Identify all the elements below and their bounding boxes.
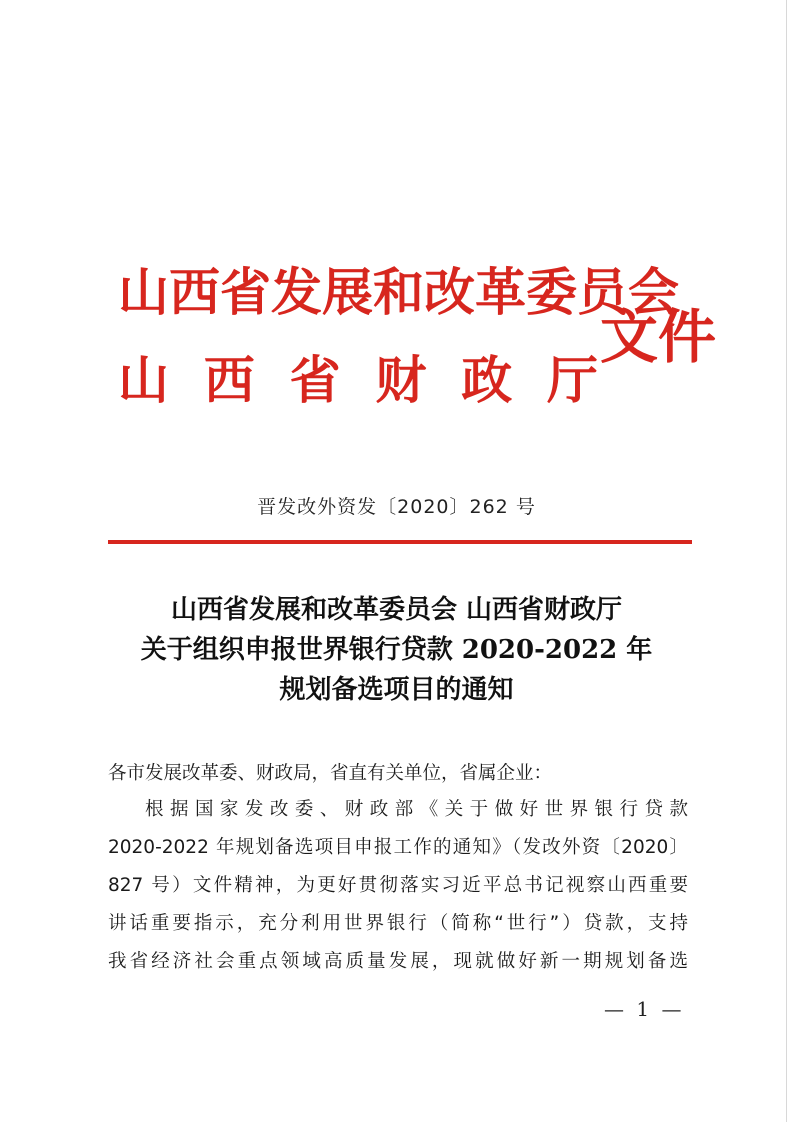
- agency-finance-char: 财: [375, 351, 427, 411]
- paragraph-line: 根据国家发改委、财政部《关于做好世界银行贷款: [145, 799, 688, 820]
- notice-title: [0, 590, 793, 710]
- paragraph-line: 我省经济社会重点领域高质量发展，现就做好新一期规划备选: [108, 951, 688, 972]
- agency-name-ndrc: 山西省发展和改革委员会: [118, 263, 680, 323]
- agency-finance-char: 西: [203, 351, 255, 411]
- document-number: 晋发改外资发〔2020〕262 号: [257, 496, 536, 518]
- paragraph-line: 827 号）文件精神，为更好贯彻落实习近平总书记视察山西重要: [108, 875, 688, 896]
- paragraph-line: 讲话重要指示，充分利用世界银行（简称“世行”）贷款，支持: [108, 913, 688, 934]
- title-line: 关于组织申报世界银行贷款 2020-2022 年: [140, 635, 653, 665]
- page-edge-line: [786, 0, 787, 1122]
- document-header: [0, 0, 793, 560]
- title-line: 山西省发展和改革委员会 山西省财政厅: [170, 595, 623, 625]
- notice-body: [108, 757, 688, 981]
- agency-finance-char: 厅: [546, 351, 598, 411]
- salutation: 各市发展改革委、财政局，省直有关单位，省属企业：: [108, 763, 553, 784]
- agency-name-finance: [118, 351, 598, 411]
- paragraph-line: 2020-2022 年规划备选项目申报工作的通知》（发改外资〔2020〕: [108, 837, 688, 858]
- agency-finance-char: 山: [118, 351, 170, 411]
- red-divider-line: [108, 540, 692, 544]
- page-number: — 1 —: [604, 997, 685, 1021]
- agency-finance-char: 省: [289, 351, 341, 411]
- document-suffix: 文件: [600, 303, 717, 371]
- title-line: 规划备选项目的通知: [279, 675, 514, 705]
- agency-finance-char: 政: [461, 351, 513, 411]
